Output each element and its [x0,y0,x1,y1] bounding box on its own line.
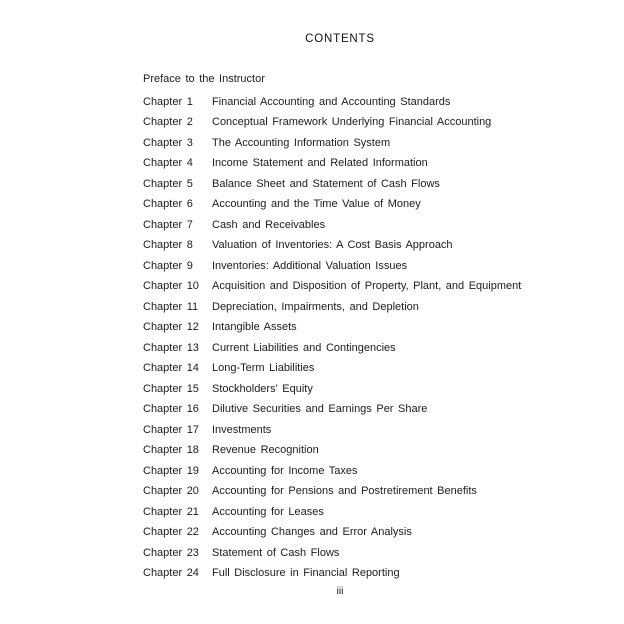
toc-row [143,502,583,523]
toc-row [143,358,583,379]
chapter-label: Chapter 5 [143,177,193,190]
chapter-title: Stockholders' Equity [212,382,313,395]
chapter-title: Balance Sheet and Statement of Cash Flows [212,177,440,190]
chapter-label: Chapter 11 [143,300,199,313]
chapter-title: Acquisition and Disposition of Property, Plant, and Equipment [212,280,522,293]
toc-row [143,338,583,359]
toc-row [143,481,583,502]
chapter-label: Chapter 3 [143,136,193,149]
chapter-label: Chapter 10 [143,280,199,293]
chapter-title: Full Disclosure in Financial Reporting [212,567,400,580]
toc-row [143,440,583,461]
toc-row [143,215,583,236]
chapter-title: Accounting for Income Taxes [212,464,358,477]
chapter-label: Chapter 4 [143,157,193,170]
chapter-label: Chapter 1 [143,95,193,108]
toc-row [143,317,583,338]
page-title: CONTENTS [305,33,375,45]
preface-label: Preface to the Instructor [143,73,265,86]
toc-row [143,543,583,564]
chapter-label: Chapter 23 [143,546,199,559]
chapter-title: Investments [212,423,272,436]
toc-row [143,420,583,441]
chapter-title: Accounting Changes and Error Analysis [212,526,412,539]
chapter-label: Chapter 8 [143,239,193,252]
toc-row [143,563,583,584]
toc-row [143,379,583,400]
chapter-label: Chapter 24 [143,567,199,580]
chapter-title: Accounting and the Time Value of Money [212,198,421,211]
toc-row [143,112,583,133]
chapter-label: Chapter 12 [143,321,199,334]
chapter-label: Chapter 18 [143,444,199,457]
chapter-label: Chapter 7 [143,218,193,231]
chapter-title: The Accounting Information System [212,136,391,149]
chapter-label: Chapter 21 [143,505,199,518]
chapter-title: Income Statement and Related Information [212,157,428,170]
chapter-label: Chapter 13 [143,341,199,354]
toc-row [143,461,583,482]
chapter-title: Accounting for Pensions and Postretirement Benefits [212,485,477,498]
chapter-label: Chapter 9 [143,259,193,272]
chapter-title: Conceptual Framework Underlying Financial Accounting [212,116,492,129]
toc-row [143,174,583,195]
chapter-label: Chapter 20 [143,485,199,498]
toc-row [143,92,583,113]
chapter-label: Chapter 14 [143,362,199,375]
toc-row [143,133,583,154]
toc-row [143,522,583,543]
chapter-label: Chapter 16 [143,403,199,416]
toc-row [143,194,583,215]
toc-row [143,276,583,297]
toc-chapters [143,92,583,584]
toc-row [143,256,583,277]
page-number: iii [336,586,344,597]
toc-row [143,297,583,318]
toc-row [143,399,583,420]
toc-preface-row [143,69,583,90]
chapter-label: Chapter 2 [143,116,193,129]
toc-row [143,153,583,174]
chapter-title: Inventories: Additional Valuation Issues [212,259,408,272]
chapter-title: Financial Accounting and Accounting Standards [212,95,451,108]
toc-list [143,69,583,584]
chapter-label: Chapter 22 [143,526,199,539]
chapter-title: Dilutive Securities and Earnings Per Share [212,403,428,416]
chapter-label: Chapter 15 [143,382,199,395]
chapter-label: Chapter 6 [143,198,193,211]
chapter-title: Accounting for Leases [212,505,324,518]
chapter-label: Chapter 17 [143,423,199,436]
toc-row [143,235,583,256]
chapter-title: Valuation of Inventories: A Cost Basis Approach [212,239,453,252]
chapter-title: Cash and Receivables [212,218,326,231]
chapter-title: Revenue Recognition [212,444,319,457]
chapter-title: Intangible Assets [212,321,297,334]
chapter-title: Statement of Cash Flows [212,546,340,559]
chapter-title: Depreciation, Impairments, and Depletion [212,300,419,313]
chapter-title: Current Liabilities and Contingencies [212,341,396,354]
chapter-label: Chapter 19 [143,464,199,477]
chapter-title: Long-Term Liabilities [212,362,315,375]
